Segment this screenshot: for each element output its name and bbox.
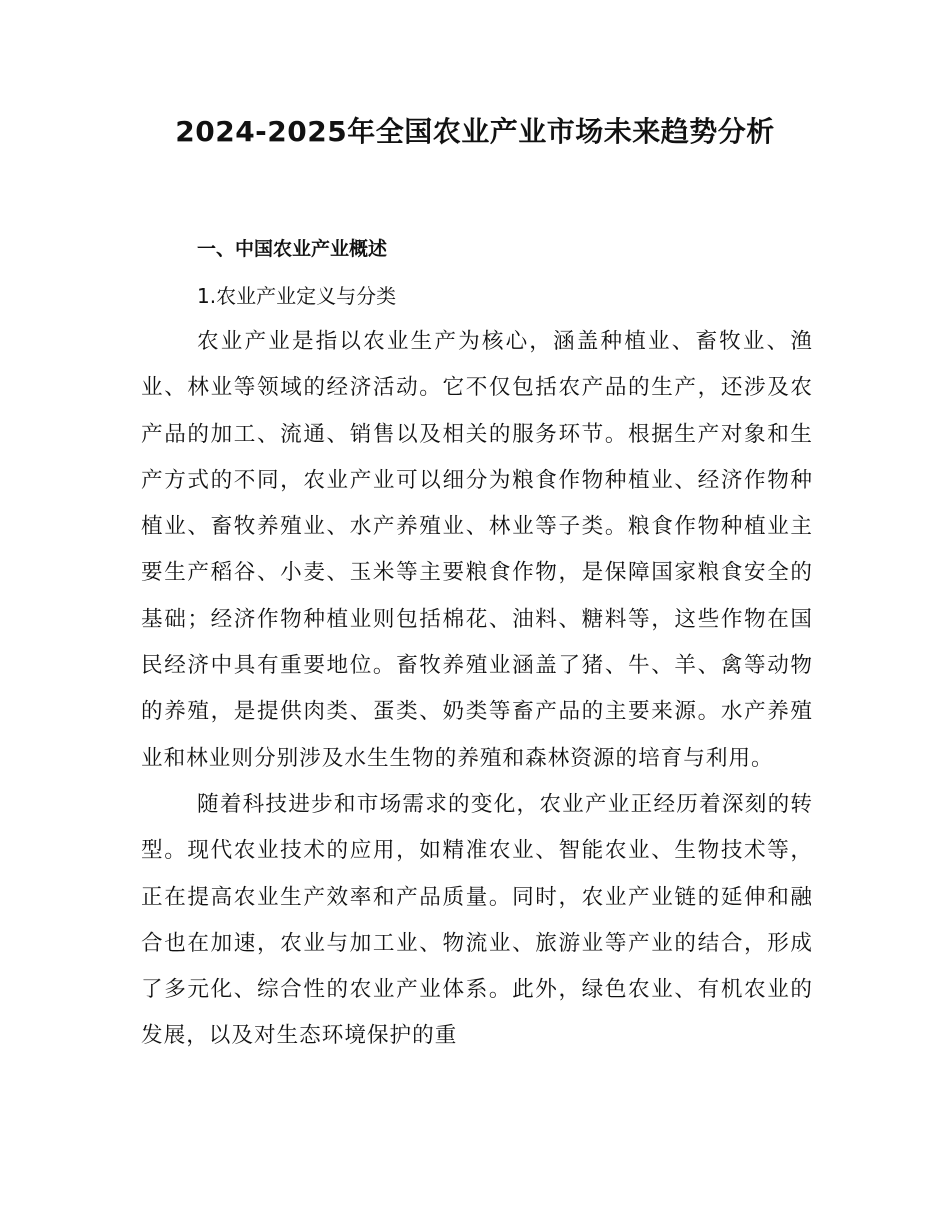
section-heading: 一、中国农业产业概述 [197, 238, 388, 260]
document-body [141, 225, 813, 1060]
body-paragraph: 农业产业是指以农业生产为核心，涵盖种植业、畜牧业、渔业、林业等领域的经济活动。它不仅包括农产品的生产，还涉及农产品的加工、流通、销售以及相关的服务环节。根据生产对象和生产方式的不同，农业产业可以细分为粮食作物种植业、经济作物种植业、畜牧养殖业、水产养殖业、林业等子类。粮食作物种植业主要生产稻谷、小麦、玉米等主要粮食作物，是保障国家粮食安全的基础；经济作物种植业则包括棉花、油料、糖料等，这些作物在国民经济中具有重要地位。畜牧养殖业涵盖了猪、牛、羊、禽等动物的养殖，是提供肉类、蛋类、奶类等畜产品的主要来源。水产养殖业和林业则分别涉及水生生物的养殖和森林资源的培育与利用。 [141, 329, 813, 771]
body-paragraph: 随着科技进步和市场需求的变化，农业产业正经历着深刻的转型。现代农业技术的应用，如精准农业、智能农业、生物技术等，正在提高农业生产效率和产品质量。同时，农业产业链的延伸和融合也在加速，农业与加工业、物流业、旅游业等产业的结合，形成了多元化、综合性的农业产业体系。此外，绿色农业、有机农业的发展，以及对生态环境保护的重 [141, 791, 813, 1049]
sub-heading: 1.农业产业定义与分类 [197, 284, 397, 308]
document-title: 2024-2025年全国农业产业市场未来趋势分析 [175, 115, 775, 148]
